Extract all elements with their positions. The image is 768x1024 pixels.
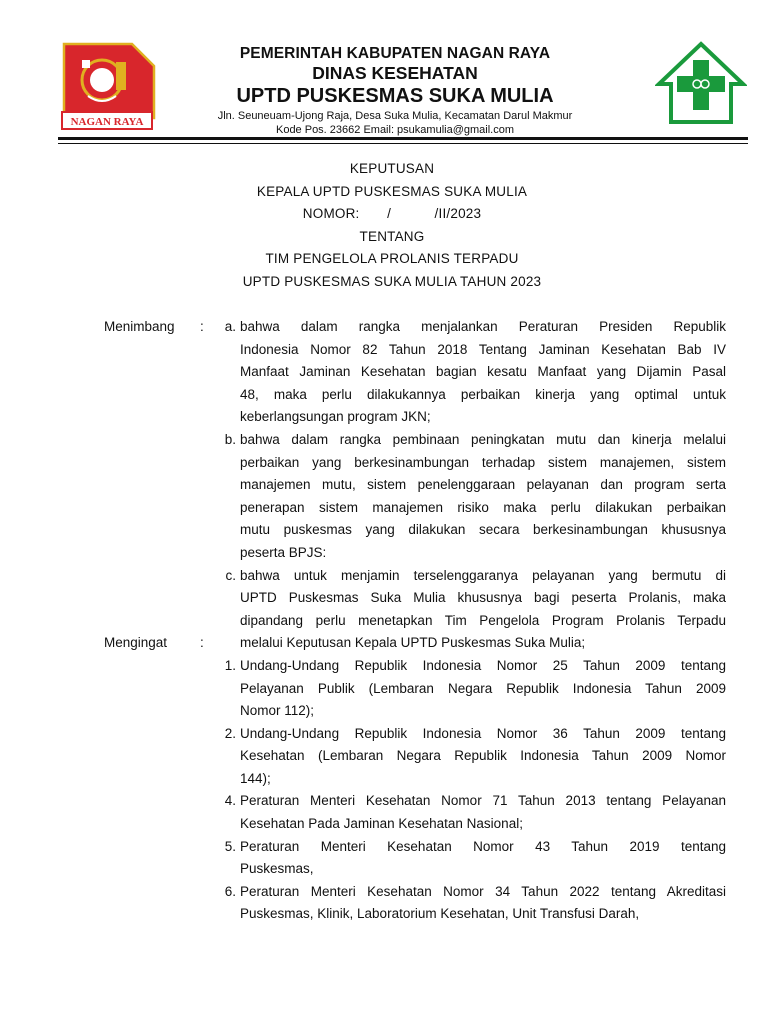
menimbang-item-text: bahwa untuk menjamin terselenggaranya pelayanan yang bermutu di xyxy=(240,567,726,583)
mengingat-item-text: Nomor 112); xyxy=(240,703,315,719)
menimbang-label xyxy=(104,542,200,565)
menimbang-label xyxy=(104,610,200,633)
mengingat-item-marker xyxy=(218,813,240,836)
menimbang-line xyxy=(104,610,726,633)
title-kepala: KEPALA UPTD PUSKESMAS SUKA MULIA xyxy=(256,183,528,199)
menimbang-line xyxy=(104,384,726,407)
green-cross-house-icon xyxy=(655,40,747,126)
menimbang-label xyxy=(104,565,200,588)
mengingat-item-marker xyxy=(218,858,240,881)
letterhead-divider-thick xyxy=(58,137,748,140)
mengingat-label: Mengingat xyxy=(104,635,168,651)
menimbang-label xyxy=(104,339,200,362)
mengingat-colon xyxy=(200,790,218,813)
mengingat-item-text: Puskesmas, Klinik, Laboratorium Kesehatan, Unit Transfusi Darah, xyxy=(240,906,640,922)
mengingat-item-text: Peraturan Menteri Kesehatan Nomor 34 Tahun 2022 tentang Akreditasi xyxy=(240,883,726,899)
mengingat-line xyxy=(104,768,726,791)
menimbang-item-text: dipandang perlu menetapkan Tim Pengelola Program Prolanis Terpadu xyxy=(240,612,726,628)
menimbang-item-text: Indonesia Nomor 82 Tahun 2018 Tentang Jaminan Kesehatan Bab IV xyxy=(240,341,726,357)
mengingat-line xyxy=(104,700,726,723)
menimbang-item-marker: a. xyxy=(224,319,236,334)
mengingat-colon xyxy=(200,723,218,746)
menimbang-item-marker xyxy=(218,406,240,429)
mengingat-label xyxy=(104,768,200,791)
title-nomor: NOMOR: / /II/2023 xyxy=(302,206,482,222)
menimbang-item-marker xyxy=(218,474,240,497)
letterhead-institution: UPTD PUSKESMAS SUKA MULIA xyxy=(236,85,554,107)
menimbang-item-marker xyxy=(218,542,240,565)
menimbang-item-marker xyxy=(218,497,240,520)
mengingat-label xyxy=(104,655,200,678)
menimbang-item-text: Manfaat Jaminan Kesehatan bagian kesatu Manfaat yang Dijamin Pasal xyxy=(240,364,726,380)
menimbang-item-text: melalui Keputusan Kepala UPTD Puskesmas Suka Mulia; xyxy=(240,635,586,651)
mengingat-item-marker xyxy=(218,678,240,701)
mengingat-item-marker xyxy=(218,768,240,791)
menimbang-colon xyxy=(200,452,218,475)
menimbang-colon xyxy=(200,361,218,384)
menimbang-item-marker: b. xyxy=(224,431,236,447)
menimbang-item-text: bahwa dalam rangka menjalankan Peraturan Presiden Republik xyxy=(240,319,726,334)
mengingat-colon xyxy=(200,881,218,904)
menimbang-item-marker xyxy=(218,632,240,655)
menimbang-line xyxy=(104,361,726,384)
mengingat-line xyxy=(104,790,726,813)
mengingat-item-marker xyxy=(218,745,240,768)
mengingat-item-marker: 5. xyxy=(224,838,236,854)
mengingat-item-marker xyxy=(218,903,240,926)
menimbang-label xyxy=(104,587,200,610)
mengingat-colon xyxy=(200,678,218,701)
letterhead-divider-thin xyxy=(58,143,748,144)
title-subject-year: UPTD PUSKESMAS SUKA MULIA TAHUN 2023 xyxy=(242,273,542,289)
menimbang-line xyxy=(104,452,726,475)
menimbang-item-marker xyxy=(218,339,240,362)
menimbang-line xyxy=(104,316,726,339)
mengingat-colon xyxy=(200,858,218,881)
menimbang-label: Menimbang xyxy=(104,319,175,334)
mengingat-line xyxy=(104,858,726,881)
mengingat-label xyxy=(104,790,200,813)
menimbang-colon xyxy=(200,519,218,542)
menimbang-colon xyxy=(200,406,218,429)
mengingat-label xyxy=(104,836,200,859)
menimbang-colon xyxy=(200,542,218,565)
mengingat-item-text: Kesehatan (Lembaran Negara Republik Indonesia Tahun 2009 Nomor xyxy=(240,748,726,764)
mengingat-line xyxy=(104,745,726,768)
mengingat-label xyxy=(104,903,200,926)
letterhead-government: PEMERINTAH KABUPATEN NAGAN RAYA xyxy=(239,45,551,62)
letterhead-postal-email: Kode Pos. 23662 Email: psukamulia@gmail.com xyxy=(275,123,514,136)
menimbang-item-text: UPTD Puskesmas Suka Mulia khususnya bagi peserta Prolanis, maka xyxy=(240,590,726,606)
mengingat-colon xyxy=(200,700,218,723)
mengingat-item-text: Kesehatan Pada Jaminan Kesehatan Nasional; xyxy=(240,816,523,832)
mengingat-label xyxy=(104,678,200,701)
mengingat-colon xyxy=(200,768,218,791)
menimbang-line xyxy=(104,429,726,452)
menimbang-item-text: mutu puskesmas yang dilakukan secara berkesinambungan khususnya xyxy=(240,522,726,538)
menimbang-colon xyxy=(200,339,218,362)
mengingat-label xyxy=(104,813,200,836)
mengingat-line xyxy=(104,655,726,678)
mengingat-item-marker: 6. xyxy=(224,883,236,899)
letterhead-address: Jln. Seuneuam-Ujong Raja, Desa Suka Mulia, Kecamatan Darul Makmur xyxy=(217,110,573,122)
menimbang-item-marker: c. xyxy=(225,567,236,583)
mengingat-item-text: 144); xyxy=(240,770,271,786)
menimbang-item-marker xyxy=(218,519,240,542)
title-tentang: TENTANG xyxy=(359,228,425,244)
mengingat-label xyxy=(104,700,200,723)
menimbang-colon: : xyxy=(200,319,204,334)
mengingat-line xyxy=(104,903,726,926)
menimbang-item-text: bahwa dalam rangka pembinaan peningkatan mutu dan kinerja melalui xyxy=(240,431,726,447)
menimbang-line xyxy=(104,565,726,588)
menimbang-label xyxy=(104,361,200,384)
menimbang-label xyxy=(104,519,200,542)
menimbang-label xyxy=(104,474,200,497)
mengingat-line xyxy=(104,881,726,904)
menimbang-colon xyxy=(200,587,218,610)
mengingat-item-text: Undang-Undang Republik Indonesia Nomor 25 Tahun 2009 tentang xyxy=(240,657,726,673)
mengingat-colon xyxy=(200,745,218,768)
menimbang-line xyxy=(104,587,726,610)
mengingat-item-text: Peraturan Menteri Kesehatan Nomor 43 Tahun 2019 tentang xyxy=(240,838,726,854)
menimbang-label xyxy=(104,429,200,452)
menimbang-colon xyxy=(200,384,218,407)
title-subject: TIM PENGELOLA PROLANIS TERPADU xyxy=(265,251,519,267)
title-keputusan: KEPUTUSAN xyxy=(349,161,435,176)
menimbang-label xyxy=(104,452,200,475)
menimbang-item-text: penerapan sistem manajemen risiko maka perlu dilakukan perbaikan xyxy=(240,499,726,515)
menimbang-line xyxy=(104,406,726,429)
menimbang-colon xyxy=(200,474,218,497)
mengingat-label xyxy=(104,723,200,746)
mengingat-label xyxy=(104,745,200,768)
menimbang-line xyxy=(104,474,726,497)
menimbang-line xyxy=(104,519,726,542)
mengingat-line xyxy=(104,723,726,746)
mengingat-line xyxy=(104,836,726,859)
menimbang-item-text: 48, maka perlu dilakukannya perbaikan kinerja yang optimal untuk xyxy=(240,386,726,402)
menimbang-colon xyxy=(200,610,218,633)
menimbang-item-text: keberlangsungan program JKN; xyxy=(240,409,431,425)
mengingat-colon xyxy=(200,903,218,926)
mengingat-item-text: Undang-Undang Republik Indonesia Nomor 36 Tahun 2009 tentang xyxy=(240,725,726,741)
menimbang-colon xyxy=(200,429,218,452)
mengingat-item-text: Peraturan Menteri Kesehatan Nomor 71 Tahun 2013 tentang Pelayanan xyxy=(240,793,726,809)
menimbang-line xyxy=(104,542,726,565)
menimbang-item-text: peserta BPJS: xyxy=(240,544,327,560)
mengingat-colon: : xyxy=(200,635,204,651)
mengingat-item-text: Puskesmas, xyxy=(240,861,314,877)
mengingat-item-marker: 4. xyxy=(224,793,236,809)
menimbang-item-marker xyxy=(218,587,240,610)
mengingat-item-marker xyxy=(218,700,240,723)
menimbang-item-text: manajemen mutu, sistem penelenggaraan pelayanan dan program serta xyxy=(240,477,726,493)
mengingat-item-marker: 2. xyxy=(224,725,236,741)
menimbang-item-marker xyxy=(218,610,240,633)
logo-label: NAGAN RAYA xyxy=(70,116,144,128)
menimbang-colon xyxy=(200,565,218,588)
mengingat-item-marker: 1. xyxy=(224,657,236,673)
menimbang-line xyxy=(104,339,726,362)
menimbang-line xyxy=(104,632,726,655)
menimbang-label xyxy=(104,384,200,407)
mengingat-label xyxy=(104,881,200,904)
mengingat-line xyxy=(104,813,726,836)
mengingat-colon xyxy=(200,836,218,859)
mengingat-line xyxy=(104,678,726,701)
menimbang-label xyxy=(104,406,200,429)
mengingat-colon xyxy=(200,655,218,678)
menimbang-item-text: perbaikan yang berkesinambungan terhadap sistem manajemen, sistem xyxy=(240,454,726,470)
mengingat-colon xyxy=(200,813,218,836)
mengingat-item-text: Pelayanan Publik (Lembaran Negara Republik Indonesia Tahun 2009 xyxy=(240,680,726,696)
letterhead-department: DINAS KESEHATAN xyxy=(312,63,478,83)
menimbang-item-marker xyxy=(218,384,240,407)
nagan-raya-emblem xyxy=(58,40,156,132)
menimbang-label xyxy=(104,497,200,520)
mengingat-label xyxy=(104,858,200,881)
decree-title xyxy=(0,158,768,294)
menimbang-colon xyxy=(200,497,218,520)
decree-body xyxy=(104,316,726,926)
letterhead xyxy=(160,45,630,137)
menimbang-item-marker xyxy=(218,452,240,475)
menimbang-item-marker xyxy=(218,361,240,384)
menimbang-line xyxy=(104,497,726,520)
